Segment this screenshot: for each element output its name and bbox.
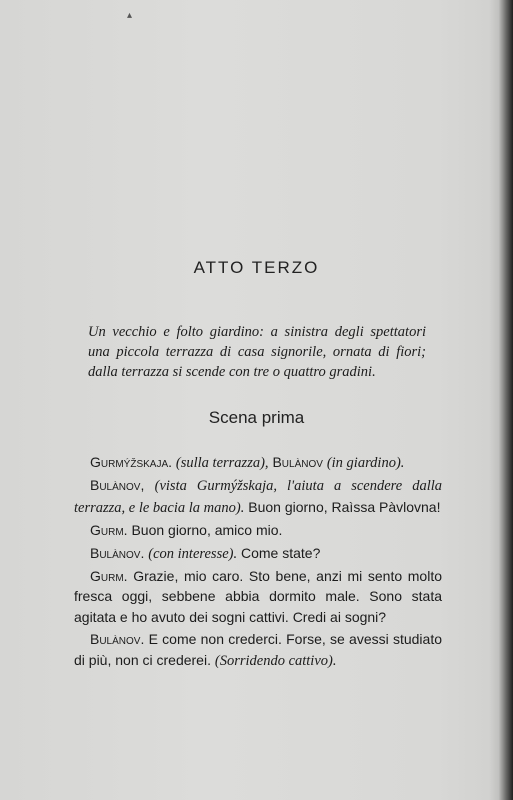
speaker: Gurm. xyxy=(90,568,128,585)
stage-setting: Un vecchio e folto giardino: a sinistra degli spettatori una piccola terrazza di casa signorile, ornata di fiori; dalla terrazza si scende con tre o quattro gradini. xyxy=(88,324,426,380)
stage-direction: (in giardino). xyxy=(326,455,405,471)
stage-direction: (vista Gurmýžskaja, l'aiuta a scendere dalla terrazza, e le bacia la mano). xyxy=(74,478,442,516)
line-text: Come state? xyxy=(241,544,321,561)
speaker: Gurmýžskaja. xyxy=(90,454,173,470)
line-text: Buon giorno, Raìssa Pàvlovna! xyxy=(248,498,441,515)
speaker: Bulànov xyxy=(272,454,323,470)
paper-speck: ▴ xyxy=(127,10,133,21)
speaker: Bulànov. xyxy=(90,544,145,561)
dialogue-paragraph xyxy=(74,475,442,518)
dialogue-paragraph xyxy=(74,629,442,671)
dialogue-paragraph xyxy=(74,452,442,473)
stage-direction: (Sorridendo cattivo). xyxy=(214,652,337,669)
scene-title: Scena prima xyxy=(208,408,305,427)
book-spine xyxy=(499,0,513,800)
line-text: Buon giorno, amico mio. xyxy=(131,522,283,539)
speaker: Gurm. xyxy=(90,522,128,539)
stage-direction: (con interesse). xyxy=(148,545,238,562)
line-text: Grazie, mio caro. Sto bene, anzi mi sento molto fresca oggi, sebbene abbia dormito male. Sono stata agitata e ho avuto dei sogni cattivi. Credi ai sogni? xyxy=(74,568,443,625)
stage-direction: (sulla terrazza), xyxy=(175,455,269,471)
act-title: ATTO TERZO xyxy=(193,258,320,277)
speaker: Bulànov, xyxy=(90,477,145,494)
dialogue xyxy=(74,452,442,673)
dialogue-paragraph xyxy=(74,566,442,627)
dialogue-paragraph xyxy=(74,543,442,564)
speaker: Bulànov. xyxy=(90,631,145,648)
dialogue-paragraph xyxy=(74,520,442,540)
page-gutter-shadow xyxy=(489,0,499,800)
line-text: E come non crederci. Forse, se avessi studiato di più, non ci crederei. xyxy=(74,631,442,668)
